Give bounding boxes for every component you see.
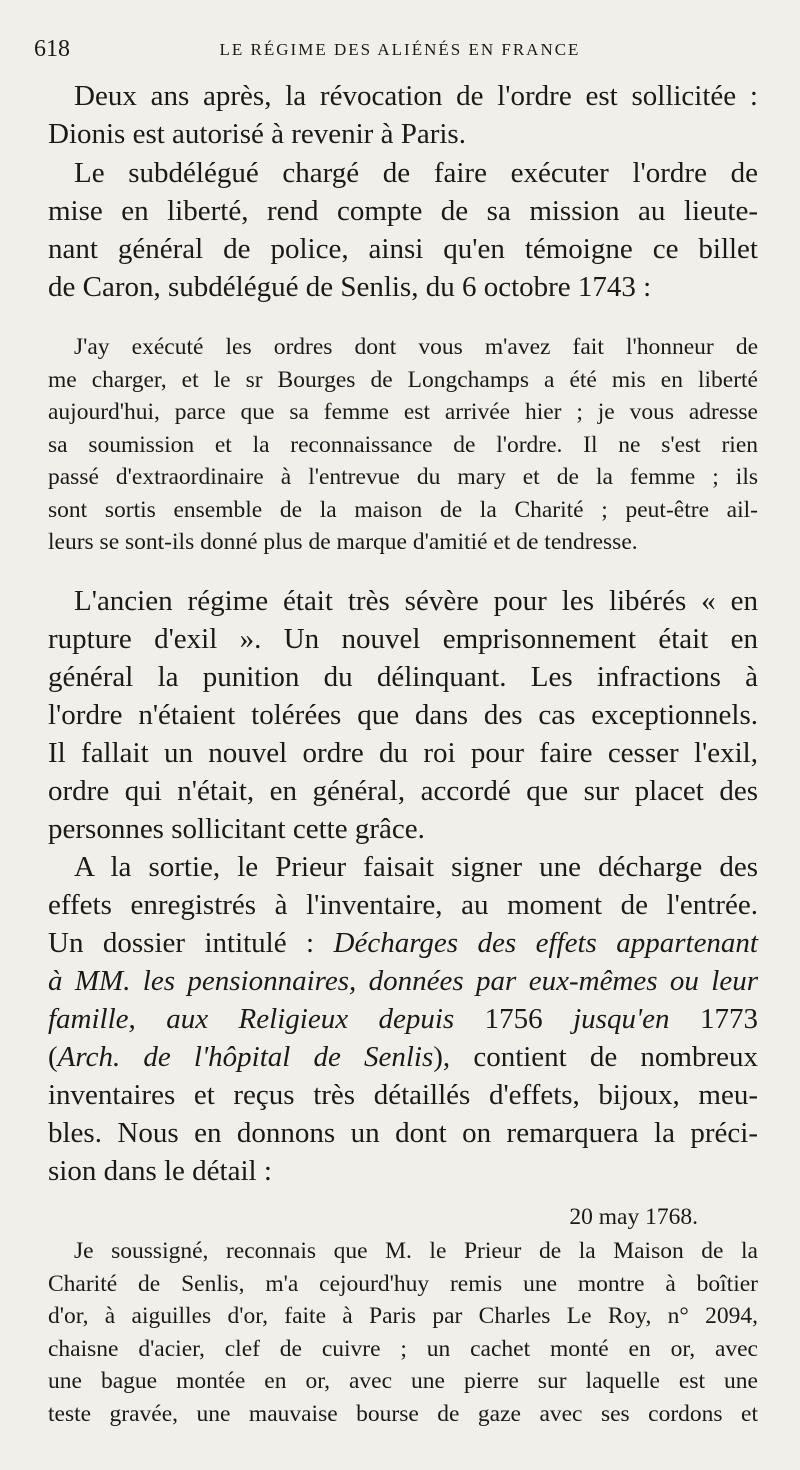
quote-line: Je soussigné, reconnais que M. le Prieur de la Maison de la	[74, 1238, 758, 1264]
italic-source: Arch. de l'hôpital de Senlis	[57, 1041, 434, 1073]
italic-title: famille, aux Religieux depuis	[48, 1003, 485, 1035]
text-line: Dionis est autorisé à revenir à Paris.	[48, 118, 466, 150]
italic-title: jusqu'en	[542, 1003, 700, 1035]
quote-line: Charité de Senlis, m'a cejourd'huy remis une montre à boîtier	[48, 1271, 758, 1297]
italic-title: Décharges des effets appartenant	[333, 927, 758, 959]
year: 1773	[699, 1003, 758, 1035]
text-line: L'ancien régime était très sévère pour les libérés « en	[74, 585, 758, 617]
text-line: ordre qui n'était, en général, accordé que sur placet des	[48, 775, 758, 807]
text-line: sion dans le détail :	[48, 1155, 272, 1187]
page-header	[30, 36, 770, 66]
italic-title-line: à MM. les pensionnaires, données par eux-mêmes ou leur	[48, 965, 758, 997]
text-line: A la sortie, le Prieur faisait signer une décharge des	[74, 851, 758, 883]
text-line: mise en liberté, rend compte de sa mission au lieute-	[48, 195, 758, 227]
quote-line: sont sortis ensemble de la maison de la Charité ; peut-être ail-	[48, 497, 758, 523]
quote-line: leurs se sont-ils donné plus de marque d'amitié et de tendresse.	[48, 529, 638, 555]
text-line: rupture d'exil ». Un nouvel emprisonnement était en	[48, 623, 758, 655]
text-line: Le subdélégué chargé de faire exécuter l'ordre de	[74, 157, 758, 189]
text-line: inventaires et reçus très détaillés d'effets, bijoux, meu-	[48, 1079, 758, 1111]
quote-line: une bague montée en or, avec une pierre sur laquelle est une	[48, 1368, 758, 1394]
text-line: Il fallait un nouvel ordre du roi pour faire cesser l'exil,	[48, 737, 758, 769]
text-line	[48, 927, 758, 960]
quote-date: 20 may 1768.	[569, 1204, 698, 1230]
text-line: général la punition du délinquant. Les infractions à	[48, 661, 758, 693]
text-line: Deux ans après, la révocation de l'ordre est sollicitée :	[74, 80, 758, 112]
running-title: LE RÉGIME DES ALIÉNÉS EN FRANCE	[219, 40, 581, 59]
text-span: Un dossier intitulé :	[48, 927, 334, 959]
quote-line: aujourd'hui, parce que sa femme est arrivée hier ; je vous adresse	[48, 399, 758, 425]
quote-line: J'ay exécuté les ordres dont vous m'avez fait l'honneur de	[74, 334, 758, 360]
text-line: personnes sollicitant cette grâce.	[48, 813, 425, 845]
year: 1756	[484, 1003, 543, 1035]
text-span: (	[48, 1041, 58, 1073]
page-number: 618	[34, 36, 70, 62]
quote-line: teste gravée, une mauvaise bourse de gaze avec ses cordons et	[48, 1401, 758, 1427]
quote-line: d'or, à aiguilles d'or, faite à Paris par Charles Le Roy, n° 2094,	[48, 1303, 758, 1329]
quote-line: chaisne d'acier, clef de cuivre ; un cachet monté en or, avec	[48, 1336, 758, 1362]
text-line	[48, 1041, 758, 1074]
text-line: l'ordre n'étaient tolérées que dans des cas exceptionnels.	[48, 699, 758, 731]
quote-line: passé d'extraordinaire à l'entrevue du mary et de la femme ; ils	[48, 464, 758, 490]
quote-line: me charger, et le sr Bourges de Longchamps a été mis en liberté	[48, 367, 758, 393]
text-line: nant général de police, ainsi qu'en témoigne ce billet	[48, 233, 758, 265]
text-line: effets enregistrés à l'inventaire, au moment de l'entrée.	[48, 889, 758, 921]
text-line	[48, 1003, 758, 1036]
text-span: ), contient de nombreux	[433, 1041, 758, 1073]
quote-line: sa soumission et la reconnaissance de l'ordre. Il ne s'est rien	[48, 432, 758, 458]
text-line: bles. Nous en donnons un dont on remarquera la préci-	[48, 1117, 758, 1149]
text-line: de Caron, subdélégué de Senlis, du 6 octobre 1743 :	[48, 271, 652, 303]
